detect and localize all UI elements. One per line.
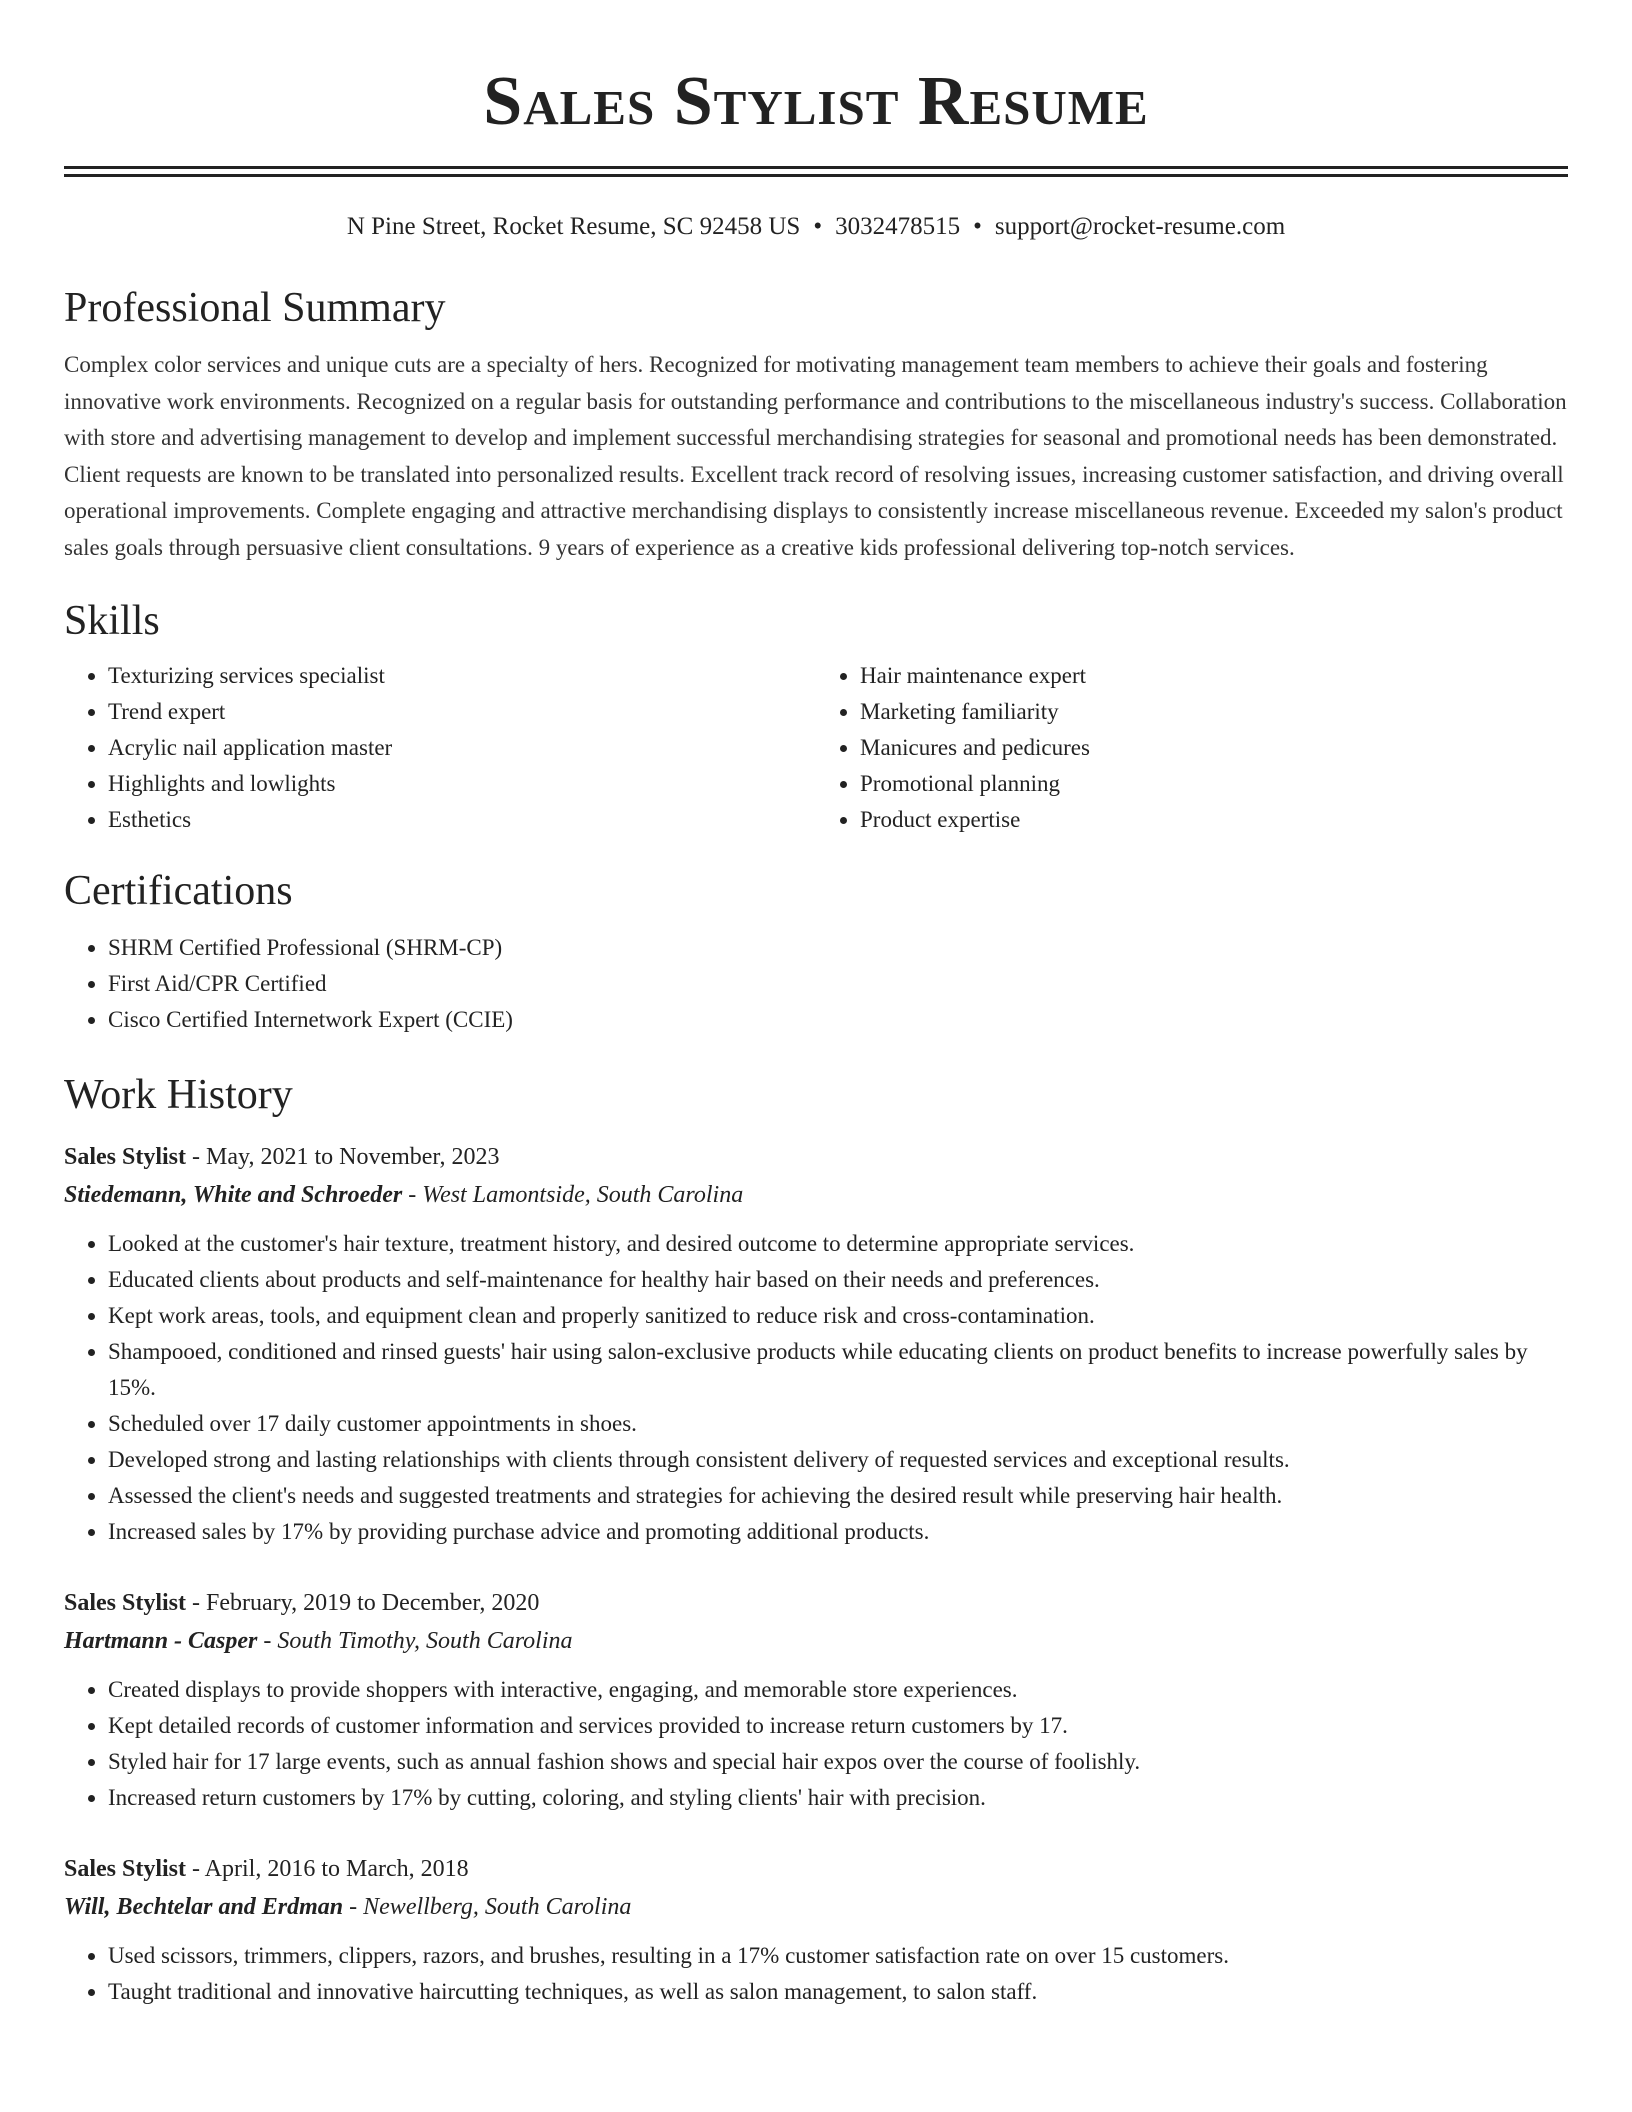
skill-item: • Hair maintenance expert: [860, 658, 1568, 694]
job-bullet: • Created displays to provide shoppers with interactive, engaging, and memorable store experiences.: [108, 1672, 1568, 1708]
job-title-line: [64, 1850, 1568, 1888]
work-history-heading: Work History: [64, 1072, 293, 1118]
job-location: - Newellberg, South Carolina: [343, 1894, 632, 1920]
skill-item: • Texturizing services specialist: [108, 658, 816, 694]
skill-item: • Promotional planning: [860, 766, 1568, 802]
job-entry: [64, 1850, 1568, 2010]
job-location: - West Lamontside, South Carolina: [402, 1182, 744, 1208]
job-bullet: • Educated clients about products and self-maintenance for healthy hair based on their needs and preferences.: [108, 1262, 1568, 1298]
certifications-section: [64, 866, 1568, 1038]
job-bullet: • Taught traditional and innovative haircutting techniques, as well as salon management, to salon staff.: [108, 1974, 1568, 2010]
job-dates: - May, 2021 to November, 2023: [186, 1144, 500, 1170]
contact-email: support@rocket-resume.com: [994, 213, 1286, 240]
job-bullet: • Used scissors, trimmers, clippers, razors, and brushes, resulting in a 17% customer satisfaction rate on over 15 customers.: [108, 1938, 1568, 1974]
skill-item: • Marketing familiarity: [860, 694, 1568, 730]
skill-item: • Esthetics: [108, 802, 816, 838]
job-bullet: • Scheduled over 17 daily customer appointments in shoes.: [108, 1406, 1568, 1442]
summary-heading: Professional Summary: [64, 285, 446, 331]
summary-text: Complex color services and unique cuts are a specialty of hers. Recognized for motivating management team members to achieve their goals and fostering innovative work environments. Recognized on a regular basis for outstanding performance and contributions to the miscellaneous industry's success. Collaboration with store and advertising management to develop and implement successful merchandising strategies for seasonal and promotional needs has been demonstrated. Client requests are known to be translated into personalized results. Excellent track record of resolving issues, increasing customer satisfaction, and driving overall operational improvements. Complete engaging and attractive merchandising displays to consistently increase miscellaneous revenue. Exceeded my salon's product sales goals through persuasive client consultations. 9 years of experience as a creative kids professional delivering top-notch services.: [64, 352, 1567, 560]
skills-heading: Skills: [64, 598, 160, 644]
skill-item: • Highlights and lowlights: [108, 766, 816, 802]
job-dates: - February, 2019 to December, 2020: [186, 1590, 540, 1616]
job-title: Sales Stylist: [64, 1144, 187, 1170]
job-title: Sales Stylist: [64, 1590, 187, 1616]
job-company-line: [64, 1176, 1568, 1214]
certification-item: • First Aid/CPR Certified: [108, 966, 1568, 1002]
resume-page: [64, 0, 1568, 2010]
job-company: Stiedemann, White and Schroeder: [64, 1182, 403, 1208]
job-entry: [64, 1138, 1568, 1550]
skills-list-left: [64, 658, 816, 838]
job-bullet: • Developed strong and lasting relationships with clients through consistent delivery of requested services and exceptional results.: [108, 1442, 1568, 1478]
job-bullets: [64, 1672, 1568, 1816]
title-divider: [64, 166, 1568, 177]
job-bullet: • Kept detailed records of customer information and services provided to increase return customers by 17.: [108, 1708, 1568, 1744]
job-bullet: • Kept work areas, tools, and equipment clean and properly sanitized to reduce risk and cross-contamination.: [108, 1298, 1568, 1334]
contact-separator: •: [813, 213, 823, 240]
skills-columns: [64, 658, 1568, 838]
job-company-line: [64, 1888, 1568, 1926]
skill-item: • Product expertise: [860, 802, 1568, 838]
job-company: Hartmann - Casper: [64, 1628, 258, 1654]
contact-phone: 3032478515: [835, 213, 961, 240]
job-title: Sales Stylist: [64, 1856, 187, 1882]
skills-list-right: [816, 658, 1568, 838]
skill-item: • Acrylic nail application master: [108, 730, 816, 766]
skills-section: [64, 596, 1568, 838]
job-bullets: [64, 1226, 1568, 1550]
skill-item: • Manicures and pedicures: [860, 730, 1568, 766]
certifications-heading: Certifications: [64, 868, 293, 914]
job-bullet: • Shampooed, conditioned and rinsed guests' hair using salon-exclusive products while educating clients on product benefits to increase powerfully sales by 15%.: [108, 1334, 1568, 1406]
job-bullet: • Styled hair for 17 large events, such as annual fashion shows and special hair expos over the course of foolishly.: [108, 1744, 1568, 1780]
contact-address: N Pine Street, Rocket Resume, SC 92458 US: [346, 213, 801, 240]
job-company: Will, Bechtelar and Erdman: [64, 1894, 344, 1920]
resume-title: Sales Stylist Resume: [483, 63, 1149, 140]
certifications-list: [64, 930, 1568, 1038]
job-company-line: [64, 1622, 1568, 1660]
job-bullets: [64, 1938, 1568, 2010]
certification-item: • Cisco Certified Internetwork Expert (CCIE): [108, 1002, 1568, 1038]
certification-item: • SHRM Certified Professional (SHRM-CP): [108, 930, 1568, 966]
work-history-section: [64, 1070, 1568, 2010]
job-entry: [64, 1584, 1568, 1816]
job-dates: - April, 2016 to March, 2018: [186, 1856, 469, 1882]
job-bullet: • Increased return customers by 17% by cutting, coloring, and styling clients' hair with precision.: [108, 1780, 1568, 1816]
job-bullet: • Assessed the client's needs and suggested treatments and strategies for achieving the desired result while preserving hair health.: [108, 1478, 1568, 1514]
job-title-line: [64, 1138, 1568, 1176]
job-bullet: • Looked at the customer's hair texture, treatment history, and desired outcome to determine appropriate services.: [108, 1226, 1568, 1262]
job-bullet: • Increased sales by 17% by providing purchase advice and promoting additional products.: [108, 1514, 1568, 1550]
summary-section: [64, 283, 1568, 566]
contact-separator: •: [973, 213, 982, 240]
contact-line: [64, 211, 1568, 243]
job-title-line: [64, 1584, 1568, 1622]
job-location: - South Timothy, South Carolina: [257, 1628, 573, 1654]
skill-item: • Trend expert: [108, 694, 816, 730]
